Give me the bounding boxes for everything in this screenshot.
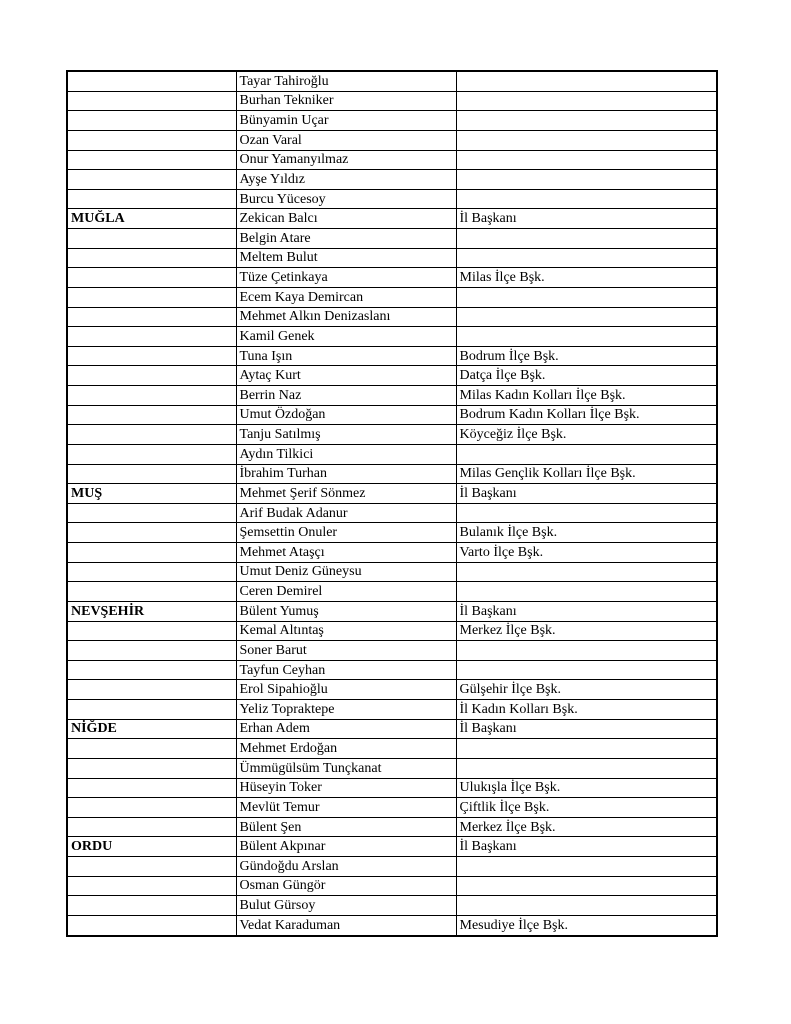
name-cell: Yeliz Topraktepe (236, 700, 456, 720)
name-cell: Erhan Adem (236, 719, 456, 739)
province-cell (67, 857, 236, 877)
name-cell: Erol Sipahioğlu (236, 680, 456, 700)
province-cell (67, 758, 236, 778)
province-cell (67, 189, 236, 209)
province-cell (67, 660, 236, 680)
province-cell: NİĞDE (67, 719, 236, 739)
title-cell: Datça İlçe Bşk. (456, 366, 717, 386)
table-row (67, 857, 717, 877)
name-cell: Mehmet Alkın Denizaslanı (236, 307, 456, 327)
name-cell: Ecem Kaya Demircan (236, 287, 456, 307)
name-cell: Aydın Tilkici (236, 444, 456, 464)
table-row (67, 405, 717, 425)
province-cell: NEVŞEHİR (67, 601, 236, 621)
name-cell: Osman Güngör (236, 876, 456, 896)
table-row (67, 621, 717, 641)
province-cell (67, 425, 236, 445)
name-cell: Bünyamin Uçar (236, 111, 456, 131)
table-row (67, 582, 717, 602)
province-cell (67, 523, 236, 543)
table-row (67, 307, 717, 327)
title-cell (456, 876, 717, 896)
name-cell: Umut Deniz Güneysu (236, 562, 456, 582)
province-cell (67, 562, 236, 582)
province-cell (67, 71, 236, 91)
name-cell: Arif Budak Adanur (236, 503, 456, 523)
province-cell (67, 444, 236, 464)
table-row (67, 798, 717, 818)
title-cell: Varto İlçe Bşk. (456, 543, 717, 563)
province-cell (67, 130, 236, 150)
province-cell (67, 268, 236, 288)
roster-table-body (67, 71, 717, 936)
table-row (67, 915, 717, 936)
title-cell: İl Başkanı (456, 837, 717, 857)
title-cell (456, 229, 717, 249)
province-cell (67, 150, 236, 170)
title-cell (456, 582, 717, 602)
table-row (67, 896, 717, 916)
table-row (67, 111, 717, 131)
table-row (67, 386, 717, 406)
title-cell: Milas Kadın Kolları İlçe Bşk. (456, 386, 717, 406)
name-cell: Mehmet Ataşçı (236, 543, 456, 563)
province-cell (67, 739, 236, 759)
province-cell (67, 503, 236, 523)
table-row (67, 170, 717, 190)
name-cell: Bülent Akpınar (236, 837, 456, 857)
title-cell (456, 857, 717, 877)
name-cell: Ümmügülsüm Tunçkanat (236, 758, 456, 778)
title-cell: İl Başkanı (456, 209, 717, 229)
name-cell: Ceren Demirel (236, 582, 456, 602)
title-cell (456, 444, 717, 464)
province-cell: MUĞLA (67, 209, 236, 229)
province-cell (67, 896, 236, 916)
table-row (67, 71, 717, 91)
name-cell: Soner Barut (236, 641, 456, 661)
province-cell: ORDU (67, 837, 236, 857)
province-cell (67, 915, 236, 936)
table-row (67, 248, 717, 268)
table-row (67, 523, 717, 543)
province-cell (67, 641, 236, 661)
name-cell: Tuna Işın (236, 346, 456, 366)
title-cell (456, 287, 717, 307)
title-cell (456, 248, 717, 268)
title-cell: Bulanık İlçe Bşk. (456, 523, 717, 543)
province-cell (67, 229, 236, 249)
province-cell (67, 700, 236, 720)
title-cell (456, 327, 717, 347)
name-cell: Mehmet Şerif Sönmez (236, 484, 456, 504)
table-row (67, 346, 717, 366)
title-cell (456, 307, 717, 327)
table-row (67, 150, 717, 170)
table-row (67, 464, 717, 484)
table-row (67, 327, 717, 347)
name-cell: Tanju Satılmış (236, 425, 456, 445)
title-cell (456, 91, 717, 111)
name-cell: Şemsettin Onuler (236, 523, 456, 543)
table-row (67, 601, 717, 621)
name-cell: Burcu Yücesoy (236, 189, 456, 209)
province-cell (67, 248, 236, 268)
title-cell: İl Başkanı (456, 719, 717, 739)
province-cell (67, 778, 236, 798)
table-row (67, 758, 717, 778)
roster-table (66, 70, 718, 937)
province-cell (67, 405, 236, 425)
province-cell (67, 111, 236, 131)
name-cell: Mevlüt Temur (236, 798, 456, 818)
name-cell: Aytaç Kurt (236, 366, 456, 386)
title-cell: Milas İlçe Bşk. (456, 268, 717, 288)
table-row (67, 425, 717, 445)
province-cell (67, 621, 236, 641)
name-cell: Meltem Bulut (236, 248, 456, 268)
name-cell: Bulut Gürsoy (236, 896, 456, 916)
title-cell (456, 150, 717, 170)
name-cell: Bülent Yumuş (236, 601, 456, 621)
province-cell (67, 307, 236, 327)
name-cell: Hüseyin Toker (236, 778, 456, 798)
name-cell: Mehmet Erdoğan (236, 739, 456, 759)
province-cell (67, 543, 236, 563)
title-cell: Bodrum Kadın Kolları İlçe Bşk. (456, 405, 717, 425)
name-cell: Belgin Atare (236, 229, 456, 249)
title-cell (456, 503, 717, 523)
title-cell: Bodrum İlçe Bşk. (456, 346, 717, 366)
province-cell (67, 346, 236, 366)
table-row (67, 130, 717, 150)
table-row (67, 700, 717, 720)
province-cell (67, 817, 236, 837)
title-cell: Gülşehir İlçe Bşk. (456, 680, 717, 700)
province-cell (67, 386, 236, 406)
title-cell: Çiftlik İlçe Bşk. (456, 798, 717, 818)
title-cell (456, 111, 717, 131)
title-cell: İl Başkanı (456, 601, 717, 621)
table-row (67, 366, 717, 386)
title-cell (456, 130, 717, 150)
name-cell: Ozan Varal (236, 130, 456, 150)
table-row (67, 739, 717, 759)
table-row (67, 503, 717, 523)
name-cell: Tayfun Ceyhan (236, 660, 456, 680)
table-row (67, 444, 717, 464)
title-cell (456, 71, 717, 91)
title-cell (456, 562, 717, 582)
title-cell (456, 739, 717, 759)
title-cell (456, 758, 717, 778)
table-row (67, 778, 717, 798)
table-row (67, 660, 717, 680)
table-row (67, 229, 717, 249)
name-cell: Berrin Naz (236, 386, 456, 406)
province-cell: MUŞ (67, 484, 236, 504)
title-cell: Mesudiye İlçe Bşk. (456, 915, 717, 936)
province-cell (67, 680, 236, 700)
table-row (67, 543, 717, 563)
province-cell (67, 876, 236, 896)
table-row (67, 189, 717, 209)
province-cell (67, 287, 236, 307)
name-cell: Onur Yamanyılmaz (236, 150, 456, 170)
name-cell: Burhan Tekniker (236, 91, 456, 111)
table-row (67, 287, 717, 307)
table-row (67, 680, 717, 700)
name-cell: Zekican Balcı (236, 209, 456, 229)
province-cell (67, 366, 236, 386)
table-row (67, 562, 717, 582)
title-cell (456, 896, 717, 916)
table-row (67, 817, 717, 837)
title-cell (456, 189, 717, 209)
title-cell (456, 170, 717, 190)
name-cell: Gündoğdu Arslan (236, 857, 456, 877)
title-cell: İl Başkanı (456, 484, 717, 504)
table-row (67, 209, 717, 229)
title-cell: Ulukışla İlçe Bşk. (456, 778, 717, 798)
province-cell (67, 798, 236, 818)
name-cell: Vedat Karaduman (236, 915, 456, 936)
table-row (67, 484, 717, 504)
name-cell: Ayşe Yıldız (236, 170, 456, 190)
name-cell: Tayar Tahiroğlu (236, 71, 456, 91)
title-cell: Merkez İlçe Bşk. (456, 621, 717, 641)
table-row (67, 719, 717, 739)
title-cell: İl Kadın Kolları Bşk. (456, 700, 717, 720)
title-cell (456, 660, 717, 680)
table-row (67, 837, 717, 857)
province-cell (67, 327, 236, 347)
title-cell (456, 641, 717, 661)
title-cell: Milas Gençlik Kolları İlçe Bşk. (456, 464, 717, 484)
table-row (67, 641, 717, 661)
name-cell: Umut Özdoğan (236, 405, 456, 425)
table-row (67, 268, 717, 288)
table-row (67, 876, 717, 896)
title-cell: Merkez İlçe Bşk. (456, 817, 717, 837)
name-cell: İbrahim Turhan (236, 464, 456, 484)
province-cell (67, 170, 236, 190)
name-cell: Tüze Çetinkaya (236, 268, 456, 288)
title-cell: Köyceğiz İlçe Bşk. (456, 425, 717, 445)
province-cell (67, 91, 236, 111)
province-cell (67, 464, 236, 484)
table-row (67, 91, 717, 111)
name-cell: Kamil Genek (236, 327, 456, 347)
name-cell: Bülent Şen (236, 817, 456, 837)
province-cell (67, 582, 236, 602)
name-cell: Kemal Altıntaş (236, 621, 456, 641)
